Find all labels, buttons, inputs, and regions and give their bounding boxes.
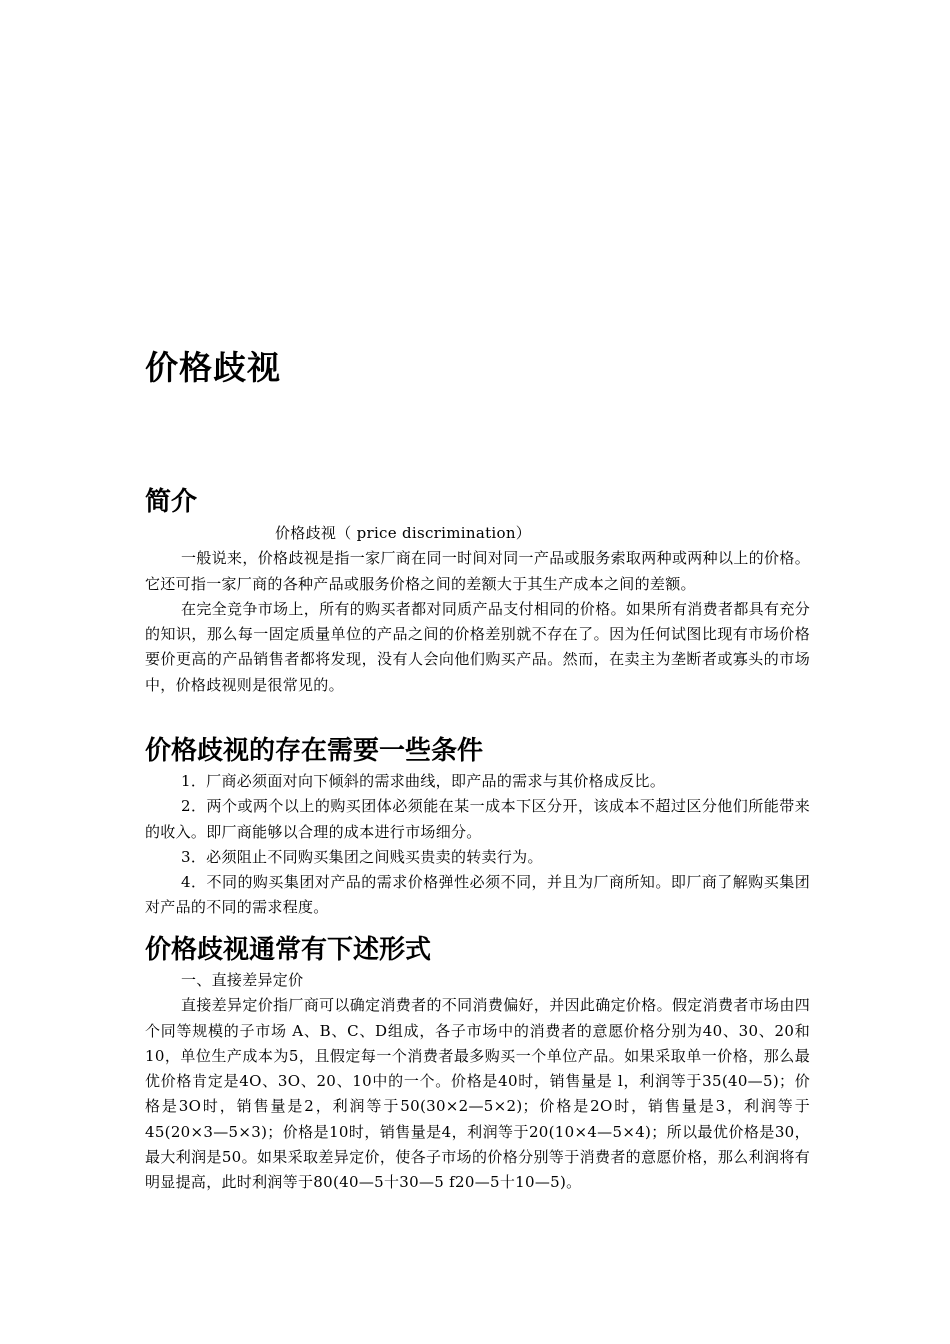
section-body-conditions (145, 769, 810, 921)
section-heading-forms: 价格歧视通常有下述形式 (145, 935, 432, 965)
list-item: 2．两个或两个以上的购买团体必须能在某一成本下区分开，该成本不超过区分他们所能带来的收入。即厂商能够以合理的成本进行市场细分。 (145, 797, 810, 841)
paragraph: 在完全竞争市场上，所有的购买者都对同质产品支付相同的价格。如果所有消费者都具有充分的知识，那么每一固定质量单位的产品之间的价格差别就不存在了。因为任何试图比现有市场价格要价更高的产品销售者都将发现，没有人会向他们购买产品。然而，在卖主为垄断者或寡头的市场中，价格歧视则是很常见的。 (145, 599, 810, 694)
paragraph: 直接差异定价指厂商可以确定消费者的不同消费偏好，并因此确定价格。假定消费者市场由四个同等规模的子市场 A、B、C、D组成，各子市场中的消费者的意愿价格分别为40、30、20和10，单位生产成本为5，且假定每一个消费者最多购买一个单位产品。如果采取单一价格，那么最优价格肯定是4O、3O、20、10中的一个。价格是40时，销售量是 l，利润等于35(40—5)；价格是3O时，销售量是2，利润等于50(30×2—5×2)；价格是2O时，销售量是3，利润等于45(20×3—5×3)；价格是10时，销售量是4，利润等于20(10×4—5×4)；所以最优价格是30，最大利润是50。如果采取差异定价，使各子市场的价格分别等于消费者的意愿价格，那么利润将有明显提高，此时利润等于80(40—5十30—5 f20—5十10—5)。 (145, 996, 810, 1192)
subheading: 一、直接差异定价 (181, 971, 304, 989)
section-body-intro (145, 521, 810, 698)
list-item: 3．必须阻止不同购买集团之间贱买贵卖的转卖行为。 (181, 847, 543, 866)
section-heading-intro: 简介 (145, 487, 198, 517)
section-body-forms (145, 968, 810, 1196)
paragraph: 一般说来，价格歧视是指一家厂商在同一时间对同一产品或服务索取两种或两种以上的价格。它还可指一家厂商的各种产品或服务价格之间的差额大于其生产成本之间的差额。 (145, 549, 810, 593)
intro-subtitle: 价格歧视（ price discrimination） (275, 524, 532, 542)
list-item: 4．不同的购买集团对产品的需求价格弹性必须不同，并且为厂商所知。即厂商了解购买集团对产品的不同的需求程度。 (145, 873, 810, 917)
section-heading-conditions: 价格歧视的存在需要一些条件 (145, 736, 484, 766)
list-item: 1．厂商必须面对向下倾斜的需求曲线，即产品的需求与其价格成反比。 (181, 772, 666, 790)
document-title: 价格歧视 (145, 348, 281, 387)
